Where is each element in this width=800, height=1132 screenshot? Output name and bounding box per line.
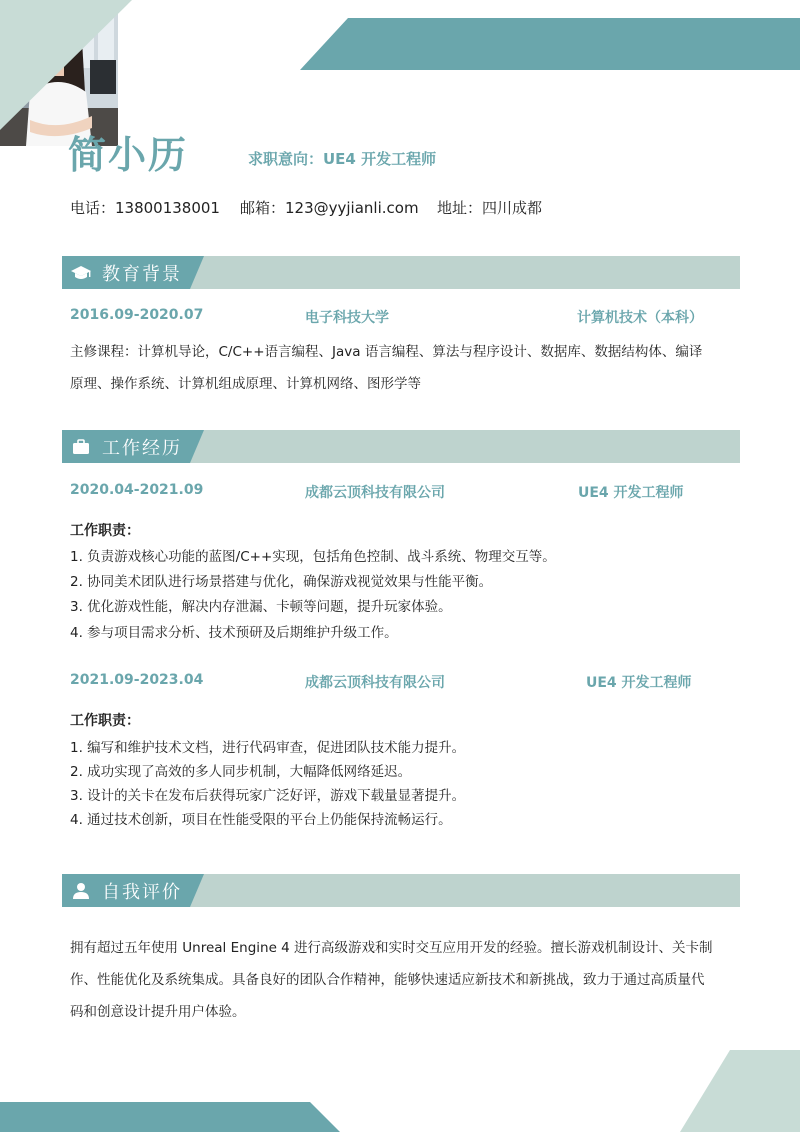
corner-deco-bottom-right — [680, 1050, 800, 1132]
self-eval-line2: 作、性能优化及系统集成。具备良好的团队合作精神，能够快速适应新技术和新挑战，致力于通过高质量代 — [70, 972, 705, 988]
corner-deco-top-left — [0, 0, 140, 135]
candidate-name: 简小历 — [68, 133, 189, 177]
section-header-education — [62, 256, 740, 289]
self-eval-line3: 码和创意设计提升用户体验。 — [70, 1004, 246, 1020]
job2-resp-title: 工作职责： — [70, 713, 140, 729]
job2-item-1: 1. 编写和维护技术文档，进行代码审查，促进团队技术能力提升。 — [70, 740, 466, 756]
job-intent: 求职意向：UE4 开发工程师 — [248, 150, 437, 168]
section-header-self-eval — [62, 874, 740, 907]
job1-item-3: 3. 优化游戏性能，解决内存泄漏、卡顿等问题，提升玩家体验。 — [70, 599, 452, 615]
job1-item-1: 1. 负责游戏核心功能的蓝图/C++实现，包括角色控制、战斗系统、物理交互等。 — [70, 549, 556, 565]
footer-banner-deco — [0, 1102, 340, 1132]
graduation-cap-icon — [70, 262, 92, 284]
briefcase-icon — [70, 436, 92, 458]
education-major: 计算机技术（本科） — [577, 310, 703, 326]
contact-phone: 电话：13800138001 — [70, 199, 220, 217]
education-period: 2016.09-2020.07 — [70, 307, 204, 323]
contact-email: 邮箱：123@yyjianli.com — [240, 199, 419, 217]
job2-item-4: 4. 通过技术创新，项目在性能受限的平台上仍能保持流畅运行。 — [70, 812, 452, 828]
job1-role: UE4 开发工程师 — [578, 485, 684, 501]
job1-resp-title: 工作职责： — [70, 523, 140, 539]
job1-company: 成都云顶科技有限公司 — [305, 485, 445, 501]
section-title-education: 教育背景 — [102, 264, 182, 285]
education-school: 电子科技大学 — [305, 310, 389, 326]
contact-address: 地址：四川成都 — [437, 199, 543, 217]
job2-role: UE4 开发工程师 — [586, 675, 692, 691]
job2-item-2: 2. 成功实现了高效的多人同步机制，大幅降低网络延迟。 — [70, 764, 412, 780]
job2-item-3: 3. 设计的关卡在发布后获得玩家广泛好评，游戏下载量显著提升。 — [70, 788, 466, 804]
job1-item-4: 4. 参与项目需求分析、技术预研及后期维护升级工作。 — [70, 625, 398, 641]
section-title-work: 工作经历 — [102, 438, 182, 459]
job1-item-2: 2. 协同美术团队进行场景搭建与优化，确保游戏视觉效果与性能平衡。 — [70, 574, 493, 590]
user-icon — [70, 880, 92, 902]
education-courses-line1: 主修课程：计算机导论，C/C++语言编程、Java 语言编程、算法与程序设计、数据库、数据结构体、编译 — [70, 344, 703, 360]
job1-period: 2020.04-2021.09 — [70, 482, 204, 498]
section-header-work — [62, 430, 740, 463]
section-title-self-eval: 自我评价 — [102, 882, 182, 903]
self-eval-line1: 拥有超过五年使用 Unreal Engine 4 进行高级游戏和实时交互应用开发的经验。擅长游戏机制设计、关卡制 — [70, 940, 713, 956]
header-banner-deco — [300, 18, 800, 70]
education-courses-line2: 原理、操作系统、计算机组成原理、计算机网络、图形学等 — [70, 376, 421, 392]
job2-company: 成都云顶科技有限公司 — [305, 675, 445, 691]
job2-period: 2021.09-2023.04 — [70, 672, 204, 688]
